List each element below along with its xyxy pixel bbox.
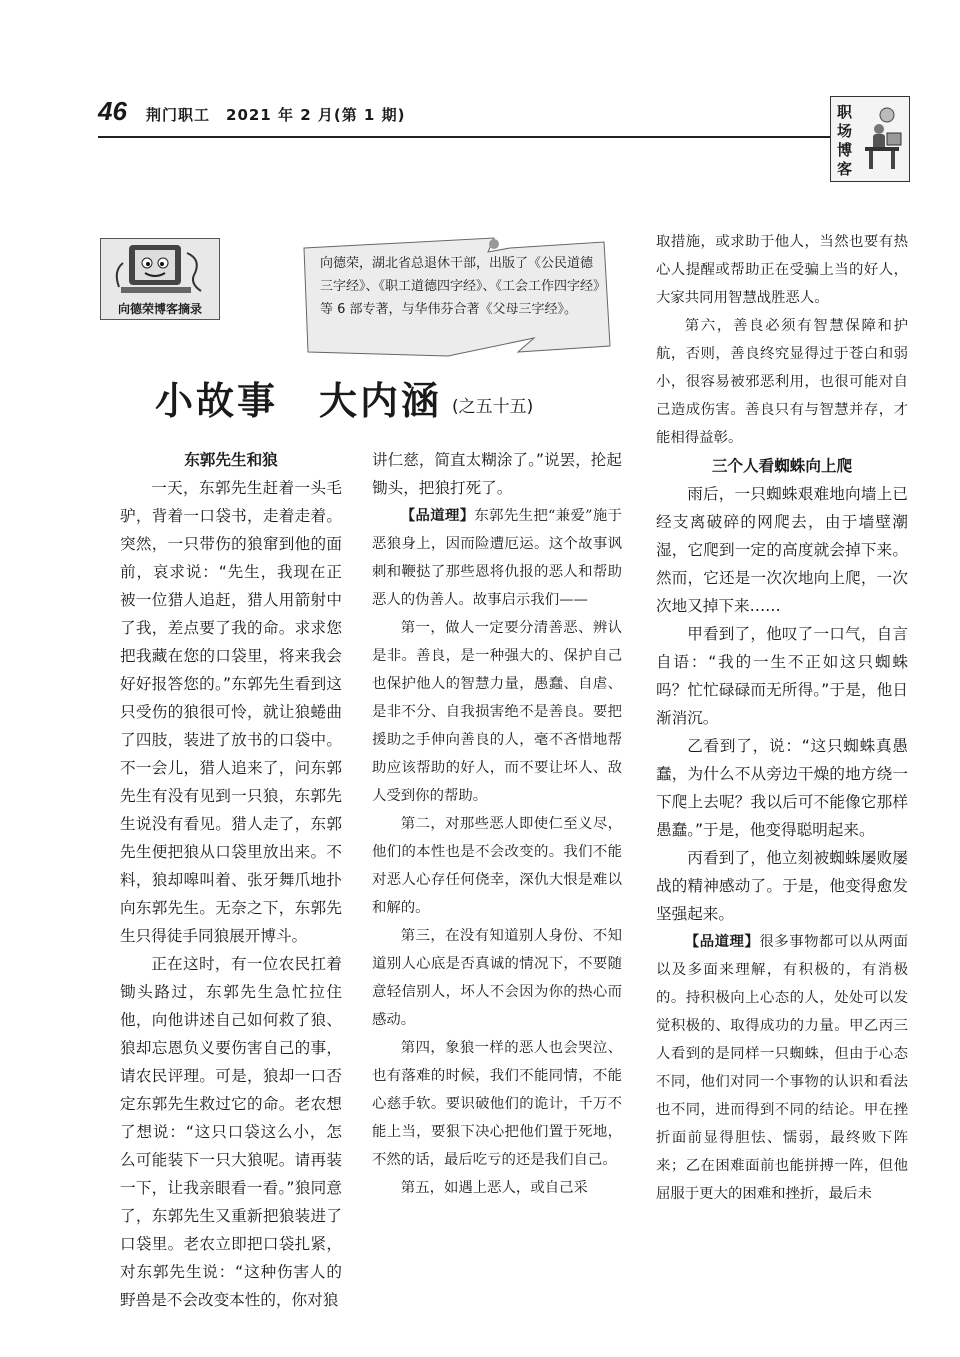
paragraph: 雨后，一只蜘蛛艰难地向墙上已经支离破碎的网爬去，由于墙壁潮湿，它爬到一定的高度就会掉下来。然而，它还是一次次地向上爬，一次次地又掉下来…… xyxy=(656,485,908,615)
paragraph: 一天，东郭先生赶着一头毛驴，背着一口袋书，走着走着。突然，一只带伤的狼窜到他的面前，哀求说：“先生，我现在正被一位猎人追赶，猎人用箭射中了我，差点要了我的命。求求您把我藏在您的口袋里，将来我会好好报答您的。”东郭先生看到这只受伤的狼很可怜，就让狼蜷曲了四肢，装进了放书的口袋中。不一会儿，猎人追来了，问东郭先生有没有见到一只狼，东郭先生说没有看见。猎人走了，东郭先生便把狼从口袋里放出来。不料，狼却嗥叫着、张牙舞爪地扑向东郭先生。无奈之下，东郭先生只得徒手同狼展开博斗。 xyxy=(120,479,342,945)
paragraph: 第二，对那些恶人即使仁至义尽，他们的本性也是不会改变的。我们不能对恶人心存任何侥幸，深仇大恨是难以和解的。 xyxy=(372,816,622,916)
paragraph: 丙看到了，他立刻被蜘蛛屡败屡战的精神感动了。于是，他变得愈发坚强起来。 xyxy=(656,849,908,923)
paragraph: 甲看到了，他叹了一口气，自言自语：“我的一生不正如这只蜘蛛吗？忙忙碌碌而无所得。”于是，他日渐消沉。 xyxy=(656,625,908,727)
article-subtitle: (之五十五) xyxy=(452,397,534,417)
paragraph: 乙看到了，说：“这只蜘蛛真愚蠢，为什么不从旁边干燥的地方绕一下爬上去呢？我以后可不能像它那样愚蠢。”于是，他变得聪明起来。 xyxy=(656,737,908,839)
office-worker-icon xyxy=(857,103,905,175)
article-title: 小故事 大内涵 xyxy=(155,379,443,423)
paragraph: 第四，象狼一样的恶人也会哭泣、也有落难的时候，我们不能同情，不能心慈手软。要识破他们的诡计，千万不能上当，要狠下决心把他们置于死地，不然的话，最后吃亏的还是我们自己。 xyxy=(372,1040,622,1168)
page-number: 46 xyxy=(98,96,127,126)
computer-mascot-icon xyxy=(107,243,211,297)
author-note-text: 向德荣，湖北省总退休干部，出版了《公民道德三字经》、《职工道德四字经》、《工会工作四字经》等 6 部专著，与华伟芬合著《父母三字经》。 xyxy=(320,256,600,317)
paragraph: 第三，在没有知道别人身份、不知道别人心底是否真诚的情况下，不要随意轻信别人，坏人不会因为你的热心而感动。 xyxy=(372,928,622,1028)
moral-tag: 【品道理】 xyxy=(684,934,760,950)
section-heading: 东郭先生和狼 xyxy=(184,451,278,469)
column-2 xyxy=(372,446,622,1202)
paragraph: 正在这时，有一位农民扛着锄头路过，东郭先生急忙拉住他，向他讲述自己如何救了狼、狼却忘恩负义要伤害自己的事，请农民评理。可是，狼却一口否定东郭先生救过它的命。老农想了想说：“这只口袋这么小，怎么可能装下一只大狼呢。请再装一下，让我亲眼看一看。”狼同意了，东郭先生又重新把狼装进了口袋里。老农立即把口袋扎紧，对东郭先生说：“这种伤害人的野兽是不会改变本性的，你对狼 xyxy=(120,955,342,1309)
page-header xyxy=(98,96,828,136)
column-1 xyxy=(120,446,342,1314)
blog-logo-caption: 向德荣博客摘录 xyxy=(117,302,202,316)
column-3 xyxy=(656,228,908,1208)
section-heading: 三个人看蜘蛛向上爬 xyxy=(711,457,853,475)
blog-logo xyxy=(100,238,220,320)
section-badge-label: 职 场 博 客 xyxy=(837,103,853,178)
publication-info: 荆门职工 2021 年 2 月(第 1 期) xyxy=(146,106,406,124)
paragraph: 讲仁慈，简直太糊涂了。”说罢，抡起锄头，把狼打死了。 xyxy=(372,451,622,497)
paragraph: 【品道理】东郭先生把“兼爱”施于恶狼身上，因而险遭厄运。这个故事讽刺和鞭挞了那些恩将仇报的恶人和帮助恶人的伪善人。故事启示我们—— xyxy=(372,508,622,608)
paragraph: 取措施，或求助于他人，当然也要有热心人提醒或帮助正在受骗上当的好人，大家共同用智慧战胜恶人。 xyxy=(656,234,908,306)
paragraph: 第一，做人一定要分清善恶、辨认是非。善良，是一种强大的、保护自己也保护他人的智慧力量，愚蠢、自虐、是非不分、自我损害绝不是善良。要把援助之手伸向善良的人，毫不吝惜地帮助应该帮助的好人，而不要让坏人、敌人受到你的帮助。 xyxy=(372,620,622,804)
section-badge xyxy=(830,96,910,182)
moral-tag: 【品道理】 xyxy=(400,508,475,524)
paragraph: 【品道理】很多事物都可以从两面以及多面来理解，有积极的，有消极的。持积极向上心态的人，处处可以发觉积极的、取得成功的力量。甲乙丙三人看到的是同样一只蜘蛛，但由于心态不同，他们对同一个事物的认识和看法也不同，进而得到不同的结论。甲在挫折面前显得胆怯、懦弱，最终败下阵来；乙在困难面前也能拼搏一阵，但他屈服于更大的困难和挫折，最后未 xyxy=(656,934,908,1202)
author-note xyxy=(298,234,616,358)
header-rule xyxy=(98,136,833,138)
paragraph: 第六，善良必须有智慧保障和护航，否则，善良终究显得过于苍白和弱小，很容易被邪恶利用，也很可能对自己造成伤害。善良只有与智慧并存，才能相得益彰。 xyxy=(656,318,908,446)
paragraph: 第五，如遇上恶人，或自己采 xyxy=(400,1180,588,1196)
